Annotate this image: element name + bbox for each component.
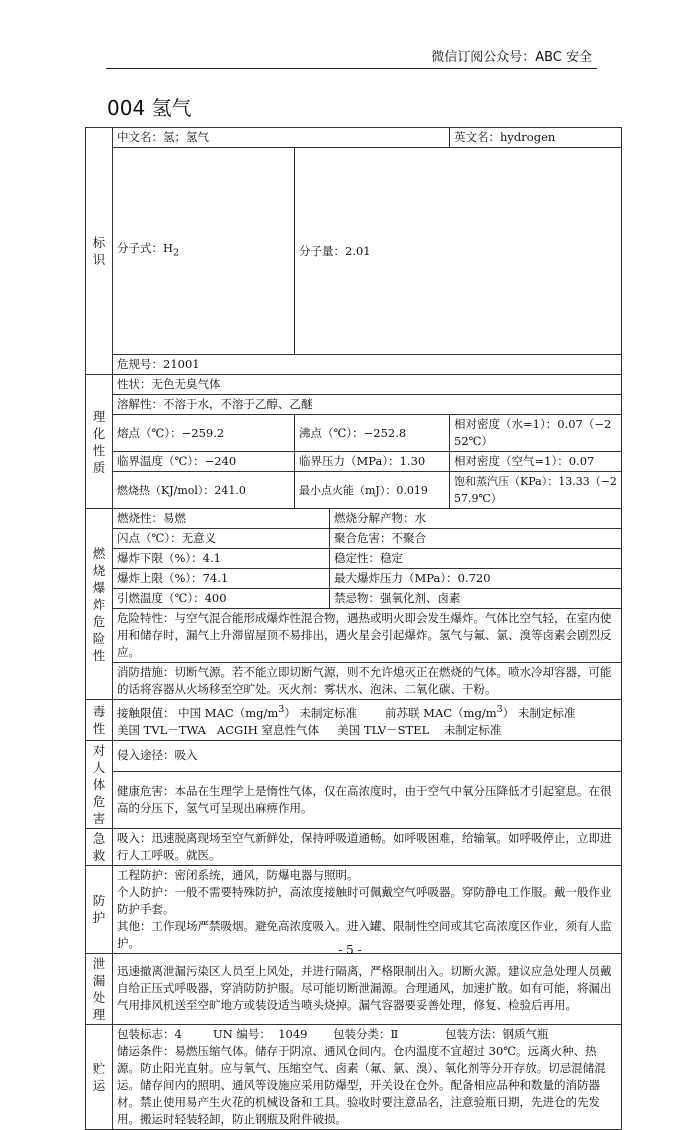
section-label-protection: 防 护 [86,865,113,953]
table-row [86,375,622,395]
decomposition-products: 燃烧分解产物：水 [330,509,622,529]
route-of-entry: 侵入途径：吸入 [113,740,622,771]
table-row [86,509,622,529]
cn-name: 中文名：氢；氢气 [113,128,450,148]
personal-protection: 个人防护：一般不需要特殊防护，高浓度接触时可佩戴空气呼吸器。穿防静电工作服。戴一般作业防护手套。 [117,884,612,916]
section-label-ident: 标 识 [86,128,113,375]
critical-pressure: 临界压力（MPa）：1.30 [295,452,450,472]
formula: 分子式：$H_2$ [113,148,295,355]
protection-text [113,865,622,953]
hazard-characteristics: 危险特性：与空气混合能形成爆炸性混合物，遇热或明火即会发生爆炸。气体比空气轻，在室内使用和储存时，漏气上升滞留屋顶不易排出，遇火星会引起爆炸。氢气与氟、氯、溴等卤素会剧烈反应。 [113,609,622,663]
msds-table [85,127,622,1130]
section-label-health: 对 人 体 危 害 [86,740,113,828]
table-row [86,529,622,549]
relative-density-water: 相对密度（水=1）：0.07（−252℃） [450,415,622,452]
section-label-storage: 贮 运 [86,1024,113,1129]
hazard-number: 危规号：21001 [113,355,622,375]
table-row [86,700,622,741]
package-mark: 包装标志：4 [117,1026,182,1041]
table-row [86,472,622,509]
section-label-fire: 燃 烧 爆 炸 危 险 性 [86,509,113,700]
table-row [86,569,622,589]
header-rule [106,68,597,69]
max-explosion-pressure: 最大爆炸压力（MPa）：0.720 [330,569,622,589]
un-number: UN 编号： 1049 [213,1026,308,1041]
critical-temperature: 临界温度（℃）：−240 [113,452,295,472]
table-row [86,452,622,472]
table-row [86,549,622,569]
section-label-first-aid: 急 救 [86,828,113,865]
storage-text [113,1024,622,1129]
heat-of-combustion: 燃烧热（KJ/mol）：241.0 [113,472,295,509]
table-row [86,148,622,355]
relative-density-air: 相对密度（空气=1）：0.07 [450,452,622,472]
table-row [86,609,622,663]
first-aid-text: 吸入：迅速脱离现场至空气新鲜处，保持呼吸道通畅。如呼吸困难，给输氧。如呼吸停止，立即进行人工呼吸。就医。 [113,828,622,865]
table-row [86,865,622,953]
table-row [86,355,622,375]
flammability: 燃烧性：易燃 [113,509,330,529]
table-row [86,1024,622,1129]
solubility: 溶解性：不溶于水，不溶于乙醇、乙醚 [113,395,622,415]
health-hazard: 健康危害：本品在生理学上是惰性气体，仅在高浓度时，由于空气中氧分压降低才引起窒息。在很高的分压下，氢气可呈现出麻痹作用。 [113,771,622,828]
vapor-pressure: 饱和蒸汽压（KPa）：13.33（−257.9℃） [450,472,622,509]
page-number: - 5 - [338,943,362,957]
melting-point: 熔点（℃）：−259.2 [113,415,295,452]
table-row [86,589,622,609]
molecular-weight: 分子量：2.01 [295,148,622,355]
section-label-toxicity: 毒 性 [86,700,113,741]
stability: 稳定性：稳定 [330,549,622,569]
section-label-leak: 泄 漏 处 理 [86,953,113,1024]
table-row [86,771,622,828]
table-row [86,415,622,452]
table-row [86,953,622,1024]
table-row [86,128,622,148]
package-method: 包装方法：钢质气瓶 [445,1026,549,1041]
min-ignition-energy: 最小点火能（mJ）：0.019 [295,472,450,509]
table-row [86,828,622,865]
exposure-limits: 接触限值： 中国 $MAC(mg/m^3)$ 未制定标准 前苏联 $MAC(mg/m^3)$ 未制定标准 美国 TVL－TWA ACGIH 窒息性气体 美国 TLV－STEL 未制定标准 [113,700,622,741]
package-class: 包装分类：Ⅱ [333,1026,399,1041]
polymerization-hazard: 聚合危害：不聚合 [330,529,622,549]
state: 性状：无色无臭气体 [113,375,622,395]
section-label-props: 理 化 性 质 [86,375,113,509]
other-protection: 其他：工作现场严禁吸烟。避免高浓度吸入。进入罐、限制性空间或其它高浓度区作业，须有人监护。 [117,918,612,950]
lower-explosive-limit: 爆炸下限（%）：4.1 [113,549,330,569]
header-text: 微信订阅公众号：ABC 安全 [431,50,592,65]
storage-conditions: 储运条件：易燃压缩气体。储存于阴凉、通风仓间内。仓内温度不宜超过 30℃。远离火种、热源。防止阳光直射。应与氧气、压缩空气、卤素（氟、氯、溴）、氧化剂等分开存放。切忌混储混运。储存间内的照明、通风等设施应采用防爆型，开关设在仓外。配备相应品种和数量的消防器材。禁止使用易产生火花的机械设备和工具。验收时要注意品名，注意验瓶日期，先进仓的先发用。搬运时轻装轻卸，防止钢瓶及附件破损。 [117,1043,606,1126]
page-title: 004 氢气 [107,96,192,120]
incompatible-materials: 禁忌物：强氧化剂、卤素 [330,589,622,609]
en-name: 英文名：hydrogen [450,128,622,148]
packaging-line [117,1026,617,1043]
autoignition-temperature: 引燃温度（℃）：400 [113,589,330,609]
table-row [86,663,622,700]
table-row [86,740,622,771]
upper-explosive-limit: 爆炸上限（%）：74.1 [113,569,330,589]
firefighting-measures: 消防措施：切断气源。若不能立即切断气源，则不允许熄灭正在燃烧的气体。喷水冷却容器，可能的话将容器从火场移至空旷处。灭火剂：雾状水、泡沫、二氧化碳、干粉。 [113,663,622,700]
boiling-point: 沸点（℃）：−252.8 [295,415,450,452]
engineering-protection: 工程防护：密闭系统，通风，防爆电器与照明。 [117,867,359,882]
leak-handling-text: 迅速撤离泄漏污染区人员至上风处，并进行隔离，严格限制出入。切断火源。建议应急处理人员戴自给正压式呼吸器，穿消防防护服。尽可能切断泄漏源。合理通风，加速扩散。如有可能，将漏出气用排风机送至空旷地方或装设适当喷头烧掉。漏气容器要妥善处理，修复、检验后再用。 [113,953,622,1024]
table-row [86,395,622,415]
flash-point: 闪点（℃）：无意义 [113,529,330,549]
